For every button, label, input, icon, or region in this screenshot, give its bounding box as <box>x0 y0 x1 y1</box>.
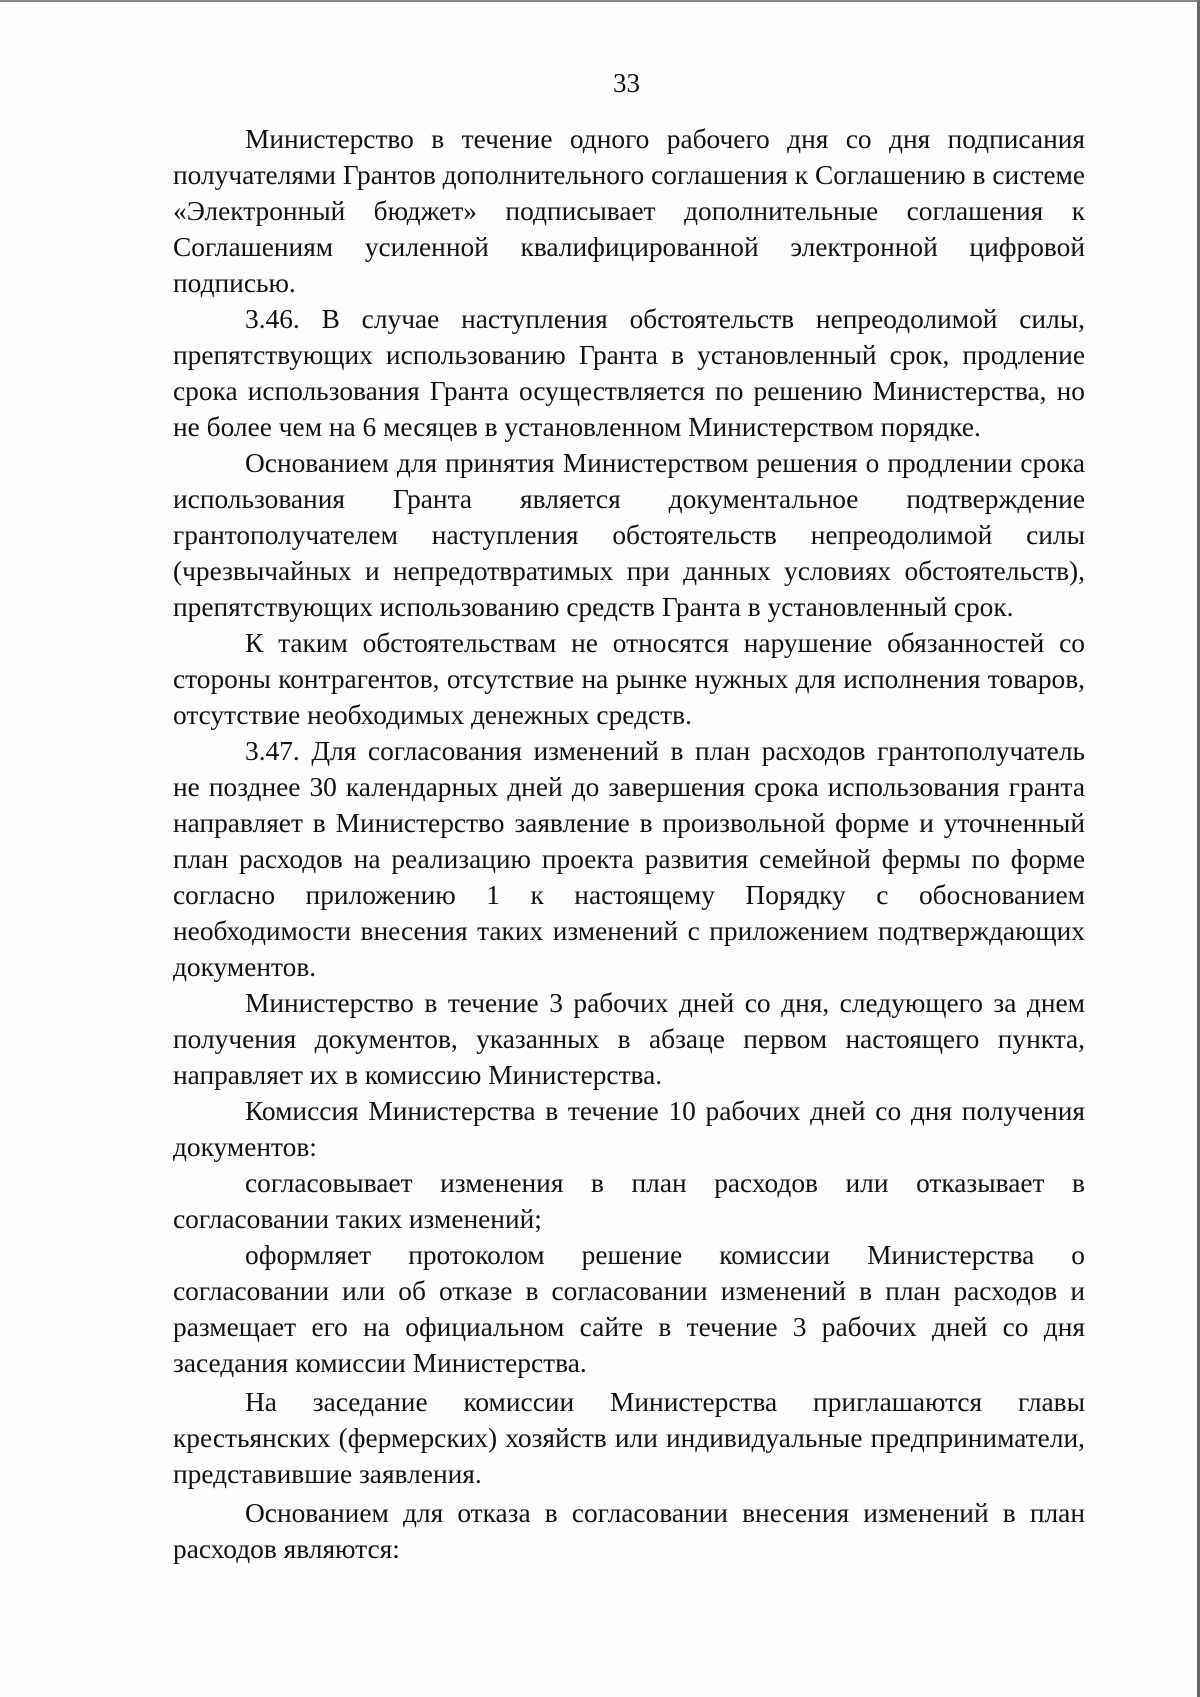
paragraph-ministry-forwarding: Министерство в течение 3 рабочих дней со дня, следующего за днем получения документов, указанных в абзаце первом настоящего пункта, направляет их в комиссию Министерства. <box>173 988 1085 1090</box>
paragraph-approve-or-refuse: согласовывает изменения в план расходов или отказывает в согласовании таких изменений; <box>173 1168 1085 1234</box>
paragraph-commission-duties: Комиссия Министерства в течение 10 рабочих дней со дня получения документов: <box>173 1096 1085 1162</box>
paragraph-signing-agreements: Министерство в течение одного рабочего дня со дня подписания получателями Грантов дополнительного соглашения к Соглашению в системе «Электронный бюджет» подписывает дополнительные соглашения к Соглашениям усиленной квалифицированной электронной цифровой подписью. <box>173 124 1085 298</box>
document-body <box>173 121 1085 1567</box>
paragraph-extension-grounds: Основанием для принятия Министерством решения о продлении срока использования Гранта является документальное подтверждение грантополучателем наступления обстоятельств непреодолимой силы (чрезвычайных и непредотвратимых при данных условиях обстоятельств), препятствующих использованию средств Гранта в установленный срок. <box>173 448 1085 622</box>
paragraph-meeting-invitation: На заседание комиссии Министерства приглашаются главы крестьянских (фермерских) хозяйств или индивидуальные предприниматели, представившие заявления. <box>173 1387 1085 1489</box>
paragraph-3-46-force-majeure: 3.46. В случае наступления обстоятельств непреодолимой силы, препятствующих использованию Гранта в установленный срок, продление срока использования Гранта осуществляется по решению Министерства, но не более чем на 6 месяцев в установленном Министерством порядке. <box>173 304 1085 442</box>
paragraph-3-47-expense-plan-changes: 3.47. Для согласования изменений в план расходов грантополучатель не позднее 30 календарных дней до завершения срока использования гранта направляет в Министерство заявление в произвольной форме и уточненный план расходов на реализацию проекта развития семейной фермы по форме согласно приложению 1 к настоящему Порядку с обоснованием необходимости внесения таких изменений с приложением подтверждающих документов. <box>173 736 1085 982</box>
paragraph-protocol-decision: оформляет протоколом решение комиссии Министерства о согласовании или об отказе в согласовании изменений в план расходов и размещает его на официальном сайте в течение 3 рабочих дней со дня заседания комиссии Министерства. <box>173 1240 1085 1378</box>
paragraph-excluded-circumstances: К таким обстоятельствам не относятся нарушение обязанностей со стороны контрагентов, отсутствие на рынке нужных для исполнения товаров, отсутствие необходимых денежных средств. <box>173 628 1085 730</box>
page-number: 33 <box>613 68 640 98</box>
paragraph-refusal-grounds: Основанием для отказа в согласовании внесения изменений в план расходов являются: <box>173 1498 1085 1564</box>
